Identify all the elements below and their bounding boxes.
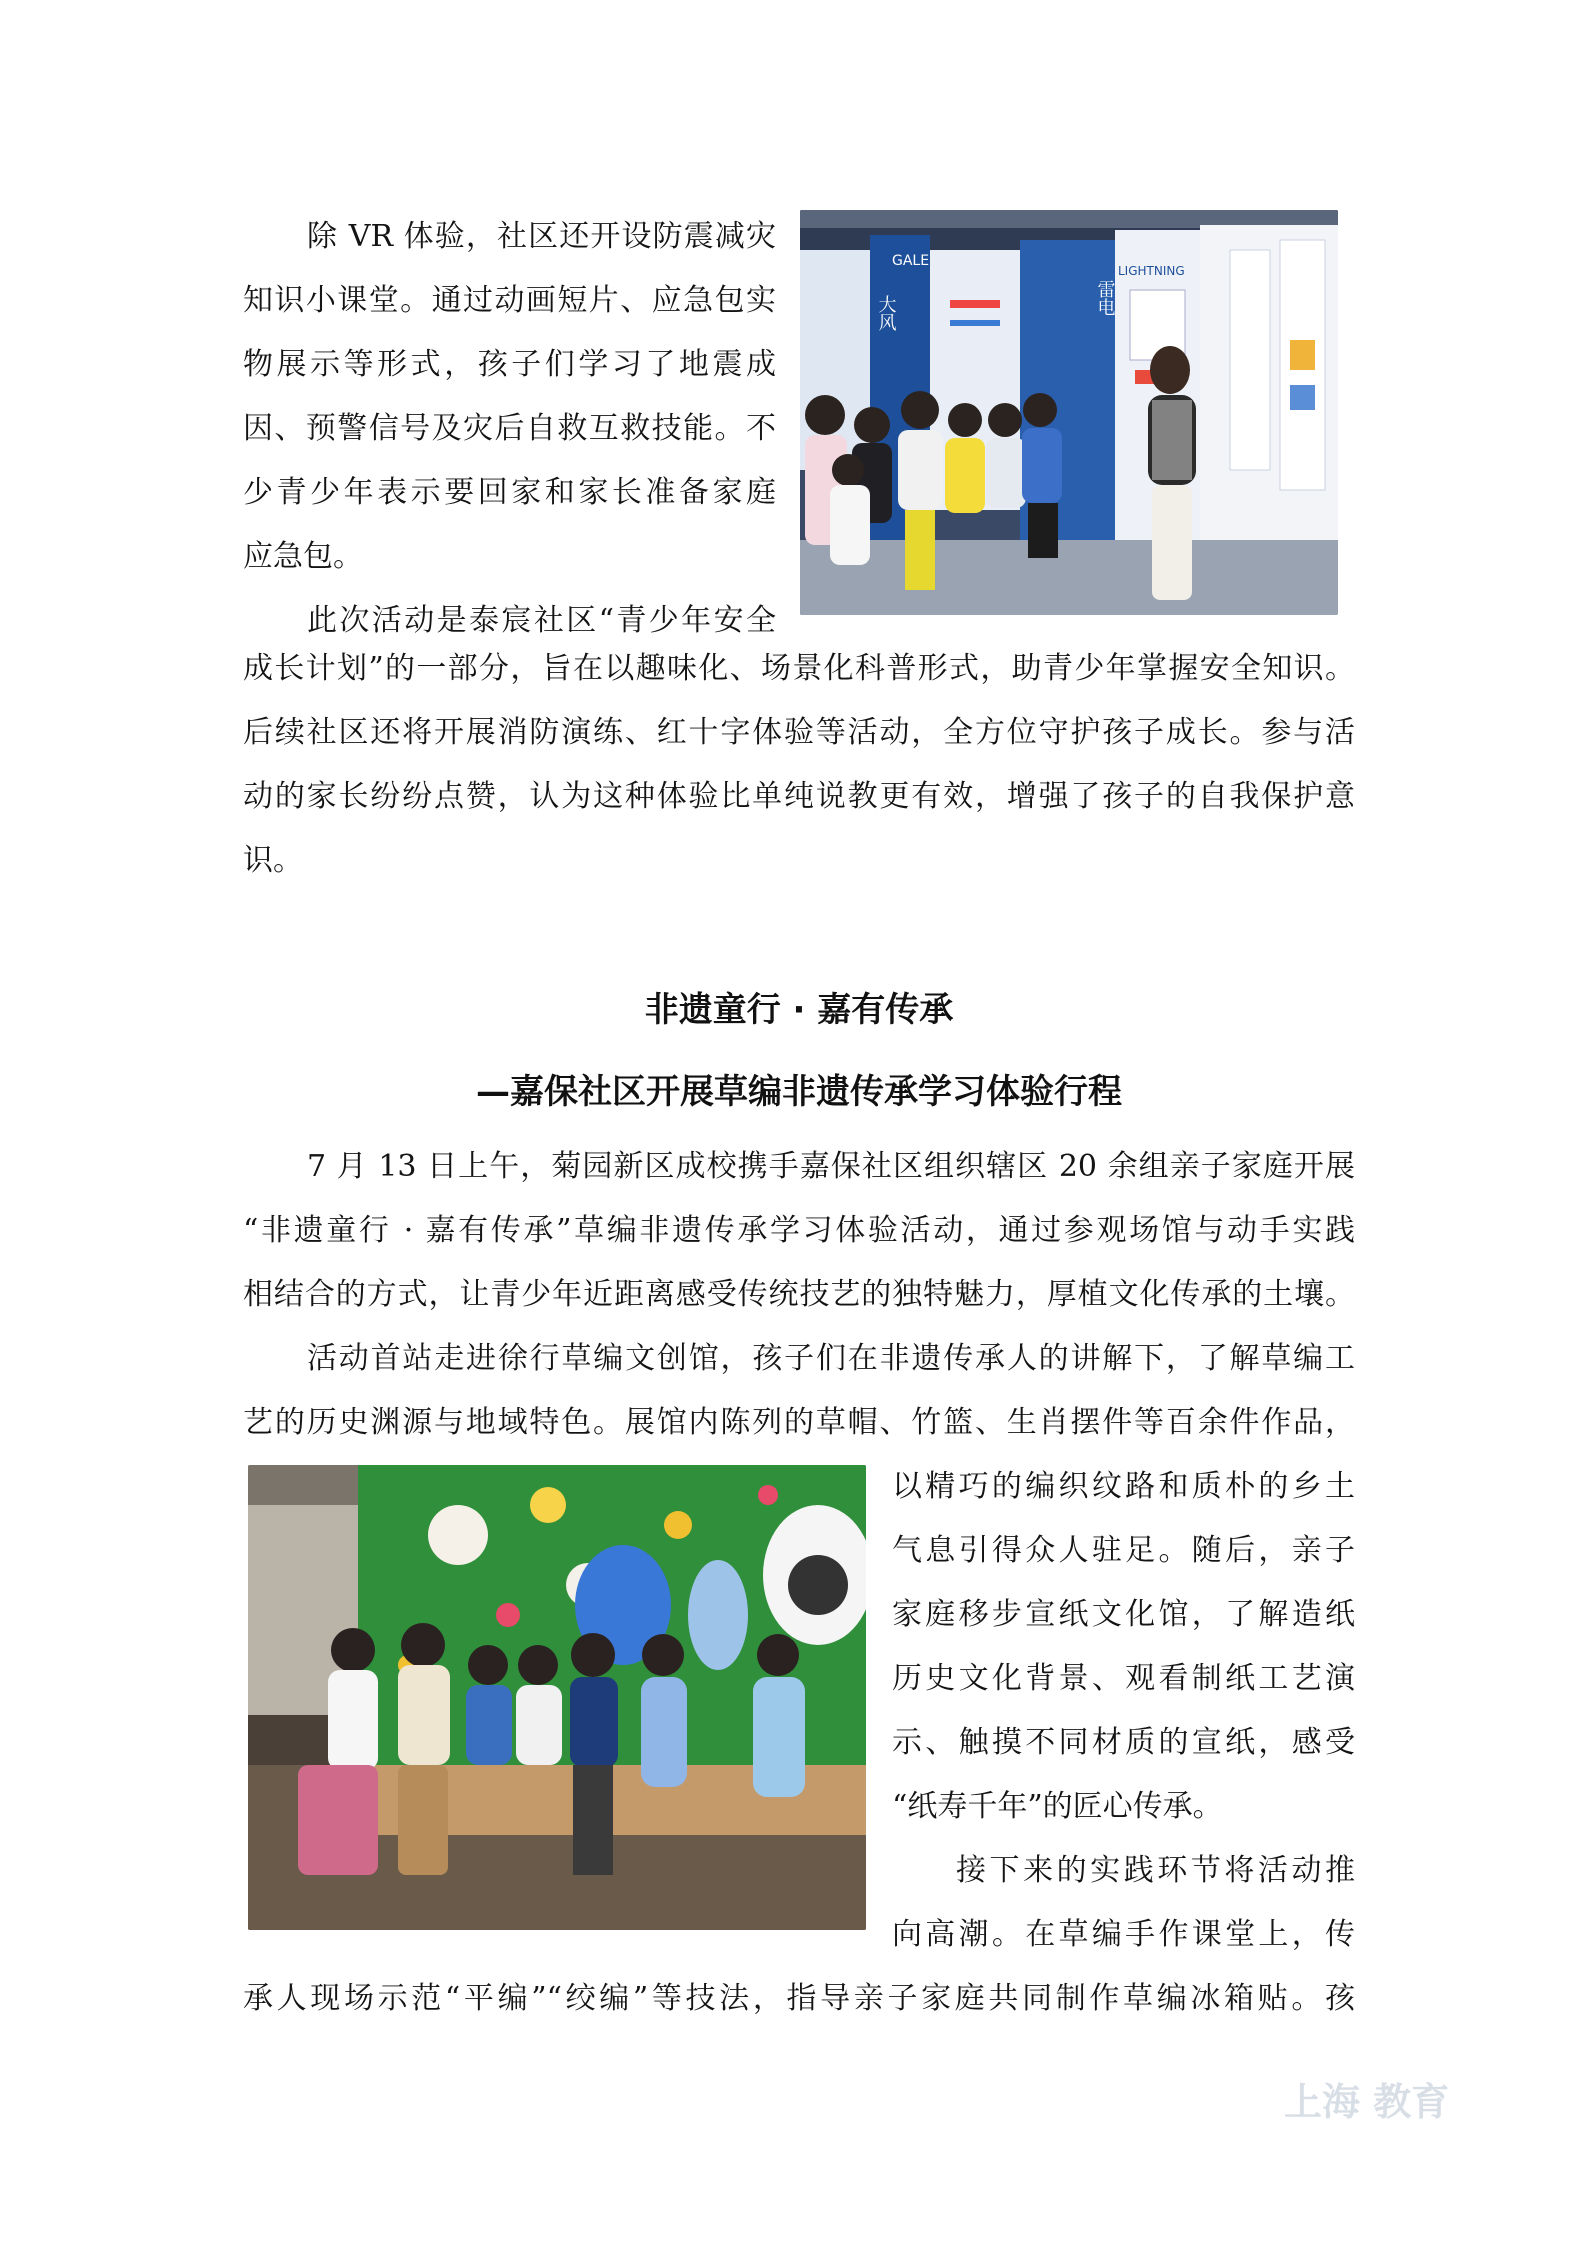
lightning-label-en: LIGHTNING — [1118, 264, 1185, 278]
lightning-label-cn: 雷电 — [1094, 280, 1116, 316]
paragraph-workshop — [243, 1967, 1355, 2031]
text-line: 应急包。 — [243, 539, 363, 574]
paragraph-museum-visit-wrap — [892, 1455, 1355, 1967]
text-line: 成长计划”的一部分，旨在以趣味化、场景化科普形式，助青少年掌握安全知识。 — [243, 651, 1355, 686]
text-line: 相结合的方式，让青少年近距离感受传统技艺的独特魅力，厚植文化传承的土壤。 — [243, 1277, 1355, 1312]
text-line: 因、预警信号及灾后自救互救技能。不 — [243, 411, 776, 446]
watermark-logo — [1282, 2070, 1492, 2130]
text-line: 知识小课堂。通过动画短片、应急包实 — [243, 283, 776, 318]
text-line: “非遗童行 · 嘉有传承”草编非遗传承学习体验活动，通过参观场馆与动手实践 — [243, 1213, 1355, 1248]
text-line: 接下来的实践环节将活动推 — [956, 1853, 1355, 1888]
children-mural-photo — [248, 1465, 866, 1930]
text-line: 活动首站走进徐行草编文创馆，孩子们在非遗传承人的讲解下，了解草编工 — [307, 1341, 1355, 1376]
watermark-text: 上海 教育 — [1284, 2080, 1450, 2124]
text-line: 此次活动是泰宸社区“青少年安全 — [307, 603, 776, 638]
text-line: 家庭移步宣纸文化馆，了解造纸 — [892, 1597, 1355, 1632]
text-line: “纸寿千年”的匠心传承。 — [892, 1789, 1223, 1824]
section-title: 非遗童行 · 嘉有传承 — [644, 990, 954, 1030]
text-line: 物展示等形式，孩子们学习了地震成 — [243, 347, 776, 382]
wind-label-cn: 大风 — [875, 295, 897, 331]
text-line: 艺的历史渊源与地域特色。展馆内陈列的草帽、竹篮、生肖摆件等百余件作品， — [243, 1405, 1355, 1440]
text-line: 示、触摸不同材质的宣纸，感受 — [892, 1725, 1355, 1760]
text-line: 除 VR 体验，社区还开设防震减灾 — [307, 219, 776, 254]
text-line: 7 月 13 日上午，菊园新区成校携手嘉保社区组织辖区 20 余组亲子家庭开展 — [307, 1149, 1355, 1184]
text-line: 承人现场示范“平编”“绞编”等技法，指导亲子家庭共同制作草编冰箱贴。孩 — [243, 1981, 1355, 2016]
paragraph-intro — [243, 1135, 1355, 1327]
paragraph-safety-plan — [243, 637, 1355, 893]
paragraph-quake-class — [243, 205, 776, 653]
text-line: 以精巧的编织纹路和质朴的乡土 — [892, 1469, 1355, 1504]
wind-label-en: GALE — [892, 253, 930, 269]
text-line: 少青少年表示要回家和家长准备家庭 — [243, 475, 776, 510]
text-line: 气息引得众人驻足。随后，亲子 — [892, 1533, 1355, 1568]
text-line: 后续社区还将开展消防演练、红十字体验等活动，全方位守护孩子成长。参与活 — [243, 715, 1355, 750]
paragraph-museum-visit — [243, 1327, 1355, 1455]
text-line: 识。 — [243, 843, 303, 878]
exhibition-photo — [800, 210, 1338, 615]
section-subtitle: —嘉保社区开展草编非遗传承学习体验行程 — [476, 1072, 1122, 1112]
text-line: 动的家长纷纷点赞，认为这种体验比单纯说教更有效，增强了孩子的自我保护意 — [243, 779, 1355, 814]
text-line: 历史文化背景、观看制纸工艺演 — [892, 1661, 1355, 1696]
text-line: 向高潮。在草编手作课堂上，传 — [892, 1917, 1355, 1952]
